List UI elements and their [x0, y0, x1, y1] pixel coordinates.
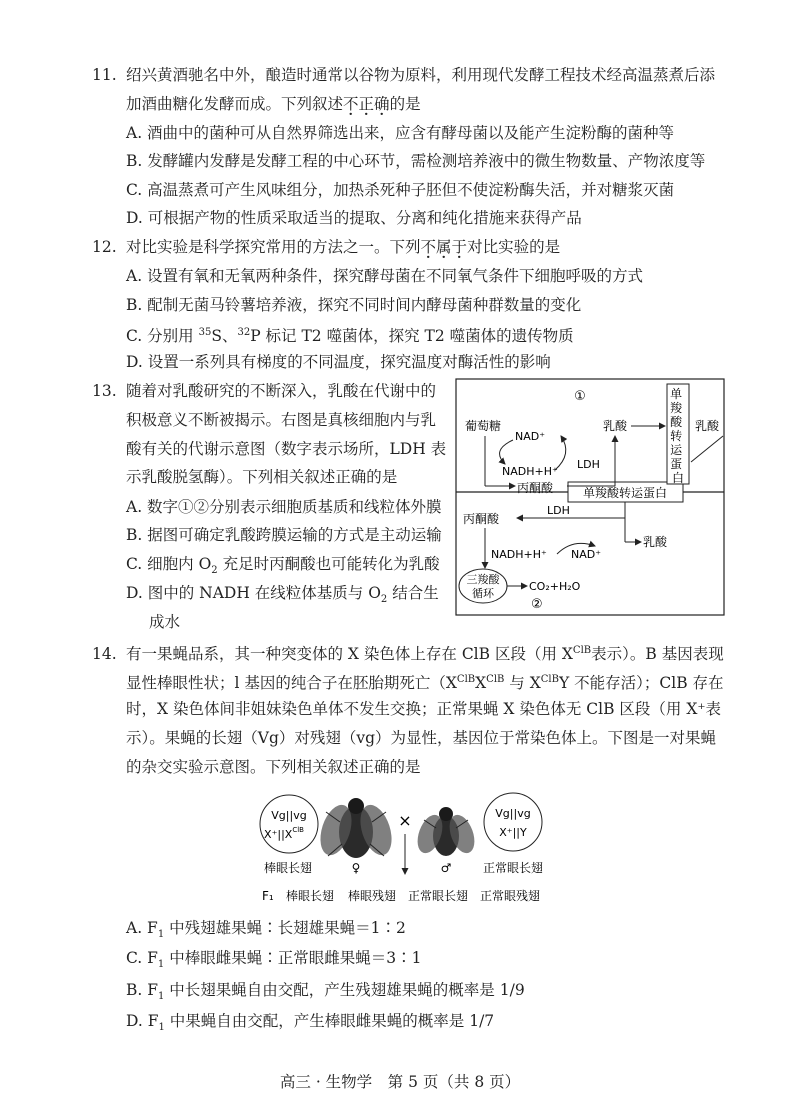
q12-option-c: C. 分别用 $^{35}$S、$^{32}$P 标记 T2 噬菌体，探究 T2 噬菌体的遗传物质	[126, 327, 574, 346]
q13-option-a: A. 数字①②分别表示细胞质基质和线粒体外膜	[126, 498, 442, 516]
male-fly-image	[413, 807, 479, 857]
f1-phenotype-4: 正常眼残翅	[479, 889, 541, 903]
female-genotype-circle	[260, 795, 318, 853]
q13-metabolism-diagram	[455, 378, 725, 616]
q11-option-c: C. 高温蒸煮可产生风味组分，加热杀死种子胚但不使淀粉酶失活，并对糖浆灭菌	[126, 181, 675, 199]
q13-stem-line2: 积极意义不断被揭示。右图是真核细胞内与乳	[126, 411, 437, 429]
transporter-label-horizontal: 单羧酸转运蛋白	[582, 486, 668, 500]
lactate-label-2: 乳酸	[643, 535, 668, 549]
male-genotype-line2: X⁺||Y	[499, 826, 527, 839]
ldh-label-1: LDH	[577, 458, 600, 471]
q13-option-c: C. 细胞内 $O_2$ 充足时丙酮酸也可能转化为乳酸	[126, 555, 440, 577]
q11-number: 11.	[92, 66, 117, 84]
q11-option-a: A. 酒曲中的菌种可从自然界筛选出来，应含有酵母菌以及能产生淀粉酶的菌种等	[126, 124, 675, 142]
q11-option-d: D. 可根据产物的性质采取适当的提取、分离和纯化措施来获得产品	[126, 209, 582, 227]
q14-option-d: D. $F_1$ 中果蝇自由交配，产生棒眼雌果蝇的概率是 1/7	[126, 1012, 495, 1034]
male-genotype-line1: Vg||vg	[495, 807, 531, 820]
female-genotype-line1: Vg||vg	[271, 809, 307, 822]
compartment-2-label: ②	[531, 597, 543, 612]
q13-number: 13.	[92, 382, 117, 400]
female-phenotype-label: 棒眼长翅	[263, 861, 313, 875]
q14-stem-line1: 14. 有一果蝇品系，其一种突变体的 X 染色体上存在 ClB 区段（用 $X^{ClB}$表示）。B 基因表现	[92, 645, 724, 664]
glucose-label: 葡萄糖	[465, 419, 502, 433]
q13-option-d-line2: 成水	[149, 613, 181, 631]
lactate-label-1: 乳酸	[603, 419, 628, 433]
ldh-label-2: LDH	[547, 504, 570, 517]
transporter-label-vertical: 单 羧 酸 转 运 蛋 白	[670, 387, 685, 485]
male-phenotype-label: 正常眼长翅	[482, 861, 544, 875]
nadh-label-1: NADH+H⁺	[502, 465, 558, 478]
tca-label-1: 三羧酸	[466, 573, 500, 586]
female-fly-image	[315, 798, 398, 859]
male-symbol: ♂	[440, 861, 452, 875]
q14-option-c: C. $F_1$ 中棒眼雌果蝇∶正常眼雌果蝇＝3∶1	[126, 949, 422, 971]
q14-stem-line2: 显性棒眼性状；l 基因的纯合子在胚胎期死亡（$X^{ClB}X^{ClB}$ 与 $X^{ClB}Y$ 不能存活）；ClB 存在	[126, 674, 724, 693]
nad-label-1: NAD⁺	[515, 430, 546, 443]
q11-option-b: B. 发酵罐内发酵是发酵工程的中心环节，需检测培养液中的微生物数量、产物浓度等	[126, 152, 706, 170]
q14-stem-line5: 的杂交实验示意图。下列相关叙述正确的是	[126, 758, 421, 776]
f1-phenotype-1: 棒眼长翅	[285, 889, 335, 903]
q12-option-a: A. 设置有氧和无氧两种条件，探究酵母菌在不同氧气条件下细胞呼吸的方式	[126, 267, 644, 285]
q14-stem-line3: 时，X 染色体间非姐妹染色单体不发生交换；正常果蝇 X 染色体无 ClB 区段（用 X⁺表	[126, 700, 722, 718]
q13-stem-line1: 13. 随着对乳酸研究的不断深入，乳酸在代谢中的	[92, 382, 437, 400]
page-footer: 高三 · 生物学 第 5 页（共 8 页）	[279, 1073, 521, 1091]
q13-stem-line3: 酸有关的代谢示意图（数字表示场所，LDH 表	[126, 440, 447, 458]
male-genotype-circle	[484, 793, 542, 851]
q12-option-d: D. 设置一系列具有梯度的不同温度，探究温度对酶活性的影响	[126, 353, 551, 371]
nad-label-2: NAD⁺	[571, 548, 602, 561]
cross-symbol: ×	[398, 811, 412, 830]
pyruvate-label-1: 丙酮酸	[517, 481, 554, 495]
q13-stem-line4: 示乳酸脱氢酶）。下列相关叙述正确的是	[126, 468, 398, 486]
q13-option-b: B. 据图可确定乳酸跨膜运输的方式是主动运输	[126, 526, 442, 544]
tca-label-2: 循环	[472, 587, 494, 600]
co2-water-label: CO₂+H₂O	[529, 580, 581, 593]
q12-number: 12.	[92, 238, 117, 256]
q11-stem-line1: 11. 绍兴黄酒驰名中外，酿造时通常以谷物为原料，利用现代发酵工程技术经高温蒸煮后添	[92, 66, 716, 84]
f1-phenotype-2: 棒眼残翅	[347, 889, 397, 903]
lactate-outside-pointer	[691, 436, 723, 462]
female-symbol: ♀	[351, 861, 361, 875]
compartment-1-label: ①	[574, 389, 586, 404]
q14-number: 14.	[92, 645, 117, 664]
f1-phenotype-3: 正常眼长翅	[407, 889, 469, 903]
q12-stem: 12. 对比实验是科学探究常用的方法之一。下列不属于对比实验的是	[92, 238, 561, 256]
pyruvate-label-2: 丙酮酸	[463, 512, 500, 526]
nad-to-nadh-arrow	[500, 440, 513, 464]
q14-option-a: A. $F_1$ 中残翅雄果蝇∶长翅雄果蝇＝1∶2	[126, 919, 406, 941]
q11-stem-line2: 加酒曲糖化发酵而成。下列叙述不正确的是	[126, 95, 421, 113]
q14-cross-diagram	[258, 792, 548, 910]
nadh-label-2: NADH+H⁺	[491, 548, 547, 561]
q13-option-d-line1: D. 图中的 NADH 在线粒体基质与 $O_2$ 结合生	[126, 584, 439, 606]
q14-stem-line4: 示）。果蝇的长翅（Vg）对残翅（vg）为显性，基因位于常染色体上。下图是一对果蝇	[126, 729, 717, 747]
q14-option-b: B. $F_1$ 中长翅果蝇自由交配，产生残翅雄果蝇的概率是 1/9	[126, 981, 525, 1003]
female-genotype-line2: $X^+||X^{ClB}$	[264, 826, 304, 841]
lactate-outside-label: 乳酸	[695, 419, 720, 433]
q12-option-b: B. 配制无菌马铃薯培养液，探究不同时间内酵母菌种群数量的变化	[126, 296, 582, 314]
f1-label: F₁	[262, 889, 274, 903]
